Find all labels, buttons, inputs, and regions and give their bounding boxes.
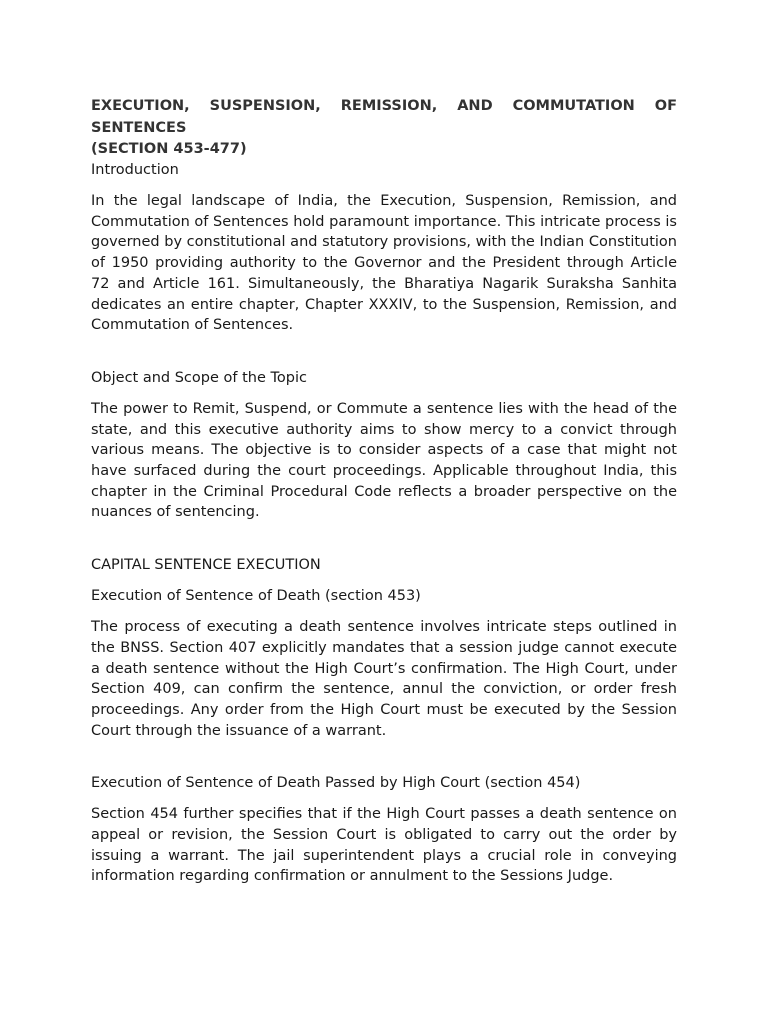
heading-object-scope: Object and Scope of the Topic (91, 369, 307, 386)
paragraph-introduction: In the legal landscape of India, the Execution, Suspension, Remission, and Commutation of Sentences hold paramount importance. This intricate process is governed by constitutional and statutory provisions, with the Indian Constitution of 1950 providing authority to the Governor and the President through Article 72 and Article 161. Simultaneously, the Bharatiya Nagarik Suraksha Sanhita dedicates an entire chapter, Chapter XXXIV, to the Suspension, Remission, and Commutation of Sentences. (91, 193, 677, 334)
section-range: (SECTION 453-477) (91, 141, 247, 157)
paragraph-object-scope: The power to Remit, Suspend, or Commute a sentence lies with the head of the state, and this executive authority aims to show mercy to a convict through various means. The objective is to consider aspects of a case that might not have surfaced during the court proceedings. Applicable throughout India, this chapter in the Criminal Procedural Code reflects a broader perspective on the nuances of sentencing. (91, 400, 677, 521)
heading-capital-sentence: CAPITAL SENTENCE EXECUTION (91, 557, 321, 574)
paragraph-section-454: Section 454 further specifies that if the High Court passes a death sentence on appeal or revision, the Session Court is obligated to carry out the order by issuing a warrant. The jail superintendent plays a crucial role in conveying information regarding confirmation or annulment to the Sessions Judge. (91, 806, 677, 885)
heading-section-454: Execution of Sentence of Death Passed by High Court (section 454) (91, 775, 581, 792)
paragraph-section-453: The process of executing a death sentence involves intricate steps outlined in the BNSS. Section 407 explicitly mandates that a session judge cannot execute a death sentence without the High Court’s confirmation. The High Court, under Section 409, can confirm the sentence, annul the conviction, or order fresh proceedings. Any order from the High Court must be executed by the Session Court through the issuance of a warrant. (91, 619, 677, 739)
heading-introduction: Introduction (91, 162, 179, 178)
document-page (91, 95, 677, 887)
document-title: EXECUTION, SUSPENSION, REMISSION, AND COMMUTATION OF SENTENCES (91, 98, 677, 136)
subheading-section-453: Execution of Sentence of Death (section 453) (91, 588, 421, 605)
